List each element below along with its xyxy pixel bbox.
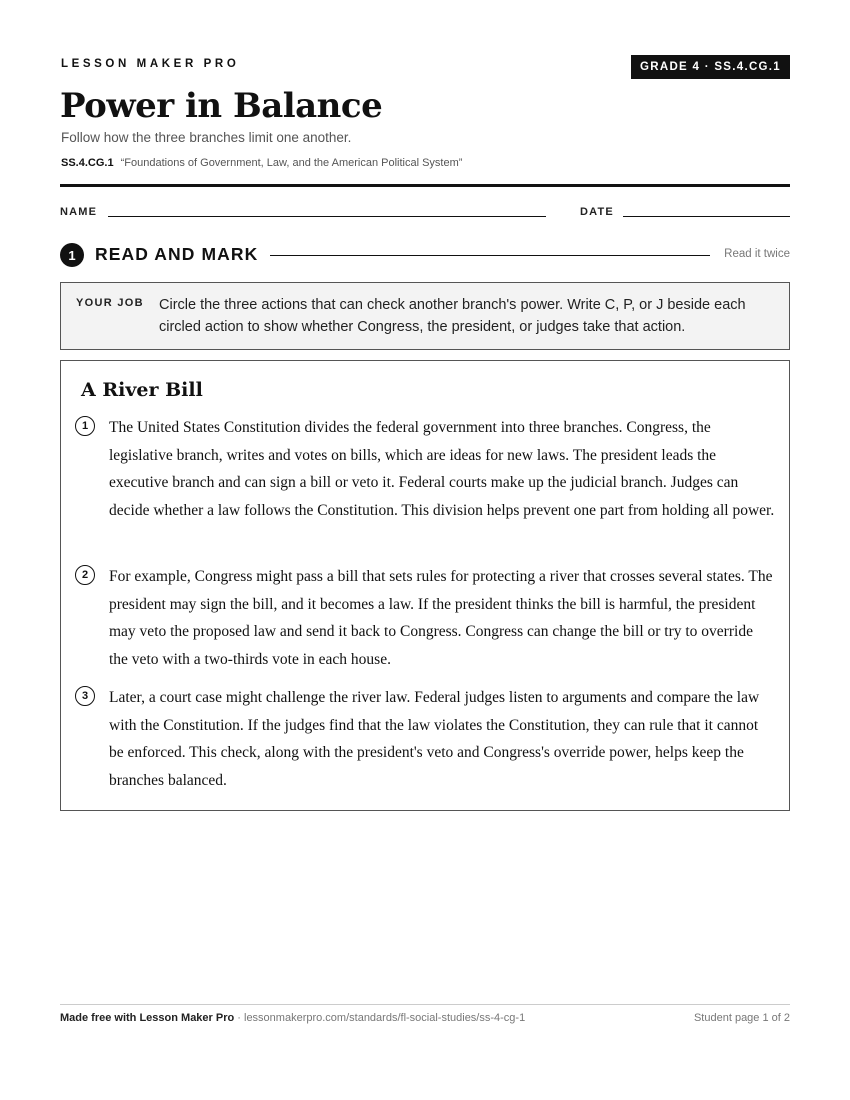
section-note: Read it twice bbox=[724, 248, 790, 260]
header-divider bbox=[60, 184, 790, 187]
job-label: YOUR JOB bbox=[76, 297, 144, 309]
grade-badge: GRADE 4 · SS.4.CG.1 bbox=[631, 55, 790, 79]
job-instructions: Circle the three actions that can check another branch's power. Write C, P, or J beside each circled action to show whether Congress, the president, or judges take that action. bbox=[159, 297, 746, 335]
date-line[interactable] bbox=[623, 216, 790, 217]
footer-divider bbox=[60, 1004, 790, 1005]
job-box bbox=[60, 282, 790, 350]
passage-box bbox=[60, 360, 790, 811]
name-line[interactable] bbox=[108, 216, 546, 217]
section-title: READ AND MARK bbox=[95, 244, 259, 264]
footer-url[interactable]: · lessonmakerpro.com/standards/fl-social-studies/ss-4-cg-1 bbox=[234, 1012, 526, 1024]
footer-page-number: Student page 1 of 2 bbox=[693, 1012, 790, 1024]
page-subtitle: Follow how the three branches limit one another. bbox=[61, 130, 352, 145]
paragraph-number: 3 bbox=[75, 686, 95, 706]
footer-made-with: Made free with Lesson Maker Pro bbox=[60, 1012, 235, 1024]
standard-code: SS.4.CG.1 bbox=[61, 157, 114, 169]
standard-name: “Foundations of Government, Law, and the American Political System” bbox=[120, 157, 463, 169]
paragraph-number: 1 bbox=[75, 416, 95, 436]
paragraph-text[interactable]: Later, a court case might challenge the river law. Federal judges listen to arguments and compare the law with the Constitution. If the judges find that the law violates the Constitution, they can rule that it cannot be enforced. This check, along with the president's veto and Congress's override power, helps keep the branches balanced. bbox=[109, 689, 760, 789]
section-number-badge: 1 bbox=[60, 243, 84, 267]
date-label: DATE bbox=[580, 206, 614, 218]
paragraph-number: 2 bbox=[75, 565, 95, 585]
name-label: NAME bbox=[60, 206, 98, 218]
brand-name: LESSON MAKER PRO bbox=[61, 58, 240, 70]
page-title: Power in Balance bbox=[60, 86, 383, 126]
footer-credit bbox=[60, 1012, 525, 1024]
standard-line bbox=[61, 157, 462, 169]
section-divider bbox=[270, 255, 710, 256]
paragraph-text[interactable]: The United States Constitution divides the federal government into three branches. Congress, the legislative branch, writes and votes on bills, which are ideas for new laws. The president leads the executive branch and can sign a bill or veto it. Federal courts make up the judicial branch. Judges can decide whether a law follows the Constitution. This division helps prevent one part from holding all power. bbox=[109, 419, 775, 519]
passage-title: A River Bill bbox=[81, 379, 203, 401]
paragraph-text[interactable]: For example, Congress might pass a bill that sets rules for protecting a river that crosses several states. The president may sign the bill, and it becomes a law. If the president thinks the bill is harmful, the president may veto the proposed law and send it back to Congress. Congress can change the bill or try to override the veto with a two-thirds vote in each house. bbox=[109, 568, 773, 668]
